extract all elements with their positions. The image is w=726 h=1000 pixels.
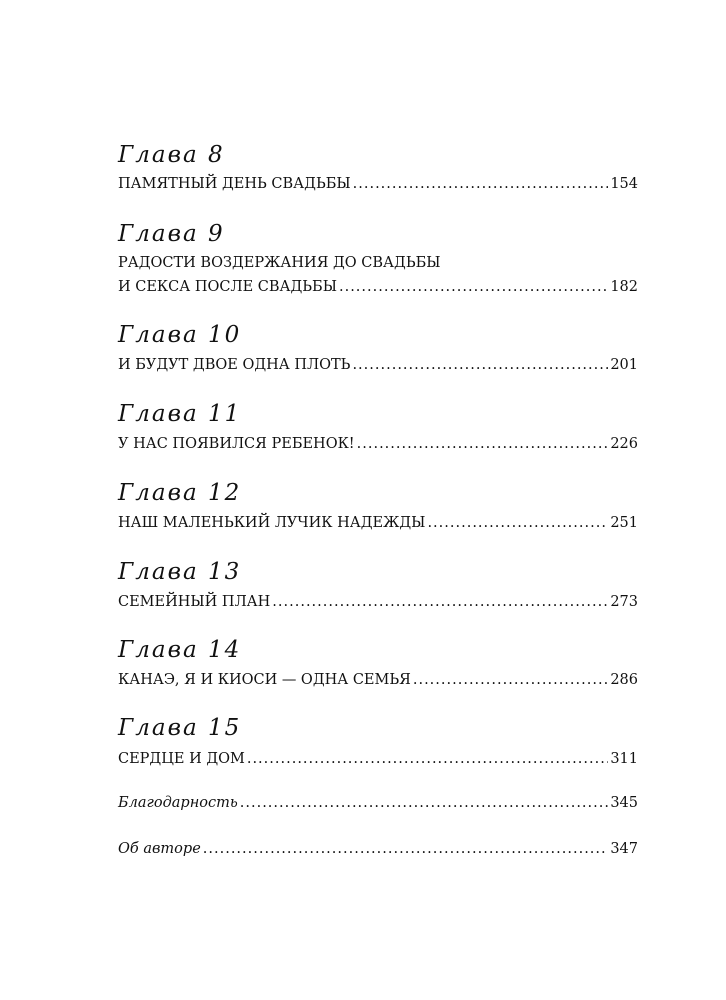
toc-entry-chapter-13[interactable]	[118, 591, 638, 613]
toc-entry-page: 201	[610, 357, 638, 373]
toc-entry-title: И СЕКСА ПОСЛЕ СВАДЬБЫ	[118, 279, 337, 295]
dot-leader	[339, 276, 608, 298]
dot-leader	[272, 591, 608, 613]
toc-entry-title-line1: РАДОСТИ ВОЗДЕРЖАНИЯ ДО СВАДЬБЫ	[118, 255, 441, 271]
toc-entry-title: И БУДУТ ДВОЕ ОДНА ПЛОТЬ	[118, 357, 351, 373]
toc-entry-page: 286	[610, 672, 638, 688]
toc-entry-chapter-15[interactable]	[118, 748, 638, 770]
toc-entry-page: 154	[610, 176, 638, 192]
toc-entry-acknowledgements[interactable]	[118, 792, 638, 814]
toc-entry-chapter-14[interactable]	[118, 669, 638, 691]
toc-entry-page: 182	[610, 279, 638, 295]
dot-leader	[427, 512, 608, 534]
toc-entry-chapter-12[interactable]	[118, 512, 638, 534]
dot-leader	[203, 838, 609, 860]
dot-leader	[247, 748, 608, 770]
toc-entry-title: СЕМЕЙНЫЙ ПЛАН	[118, 594, 271, 610]
toc-entry-chapter-8[interactable]	[118, 173, 638, 195]
chapter-9-heading: Глава 9	[118, 221, 225, 247]
toc-entry-page: 347	[610, 841, 638, 857]
chapter-8-heading: Глава 8	[118, 142, 225, 168]
chapter-10-heading: Глава 10	[118, 322, 242, 348]
table-of-contents	[118, 0, 638, 1000]
toc-entry-title: СЕРДЦЕ И ДОМ	[118, 751, 245, 767]
toc-entry-title: У НАС ПОЯВИЛСЯ РЕБЕНОК!	[118, 436, 355, 452]
dot-leader	[413, 669, 608, 691]
toc-entry-chapter-10[interactable]	[118, 354, 638, 376]
chapter-15-heading: Глава 15	[118, 715, 242, 741]
toc-entry-title: Благодарность	[118, 795, 238, 811]
toc-entry-page: 251	[610, 515, 638, 531]
chapter-13-heading: Глава 13	[118, 559, 242, 585]
toc-entry-title: НАШ МАЛЕНЬКИЙ ЛУЧИК НАДЕЖДЫ	[118, 515, 426, 531]
toc-entry-title: Об авторе	[118, 841, 201, 857]
dot-leader	[240, 792, 609, 814]
dot-leader	[353, 173, 609, 195]
toc-entry-title: ПАМЯТНЫЙ ДЕНЬ СВАДЬБЫ	[118, 176, 351, 192]
toc-entry-title: КАНАЭ, Я И КИОСИ — ОДНА СЕМЬЯ	[118, 672, 411, 688]
toc-entry-chapter-9[interactable]	[118, 276, 638, 298]
chapter-14-heading: Глава 14	[118, 637, 242, 663]
toc-entry-page: 311	[610, 751, 638, 767]
toc-entry-chapter-11[interactable]	[118, 433, 638, 455]
toc-entry-page: 273	[610, 594, 638, 610]
toc-entry-page: 226	[610, 436, 638, 452]
dot-leader	[352, 354, 608, 376]
chapter-11-heading: Глава 11	[118, 401, 242, 427]
toc-entry-page: 345	[610, 795, 638, 811]
toc-entry-about-author[interactable]	[118, 838, 638, 860]
chapter-12-heading: Глава 12	[118, 480, 242, 506]
dot-leader	[357, 433, 609, 455]
